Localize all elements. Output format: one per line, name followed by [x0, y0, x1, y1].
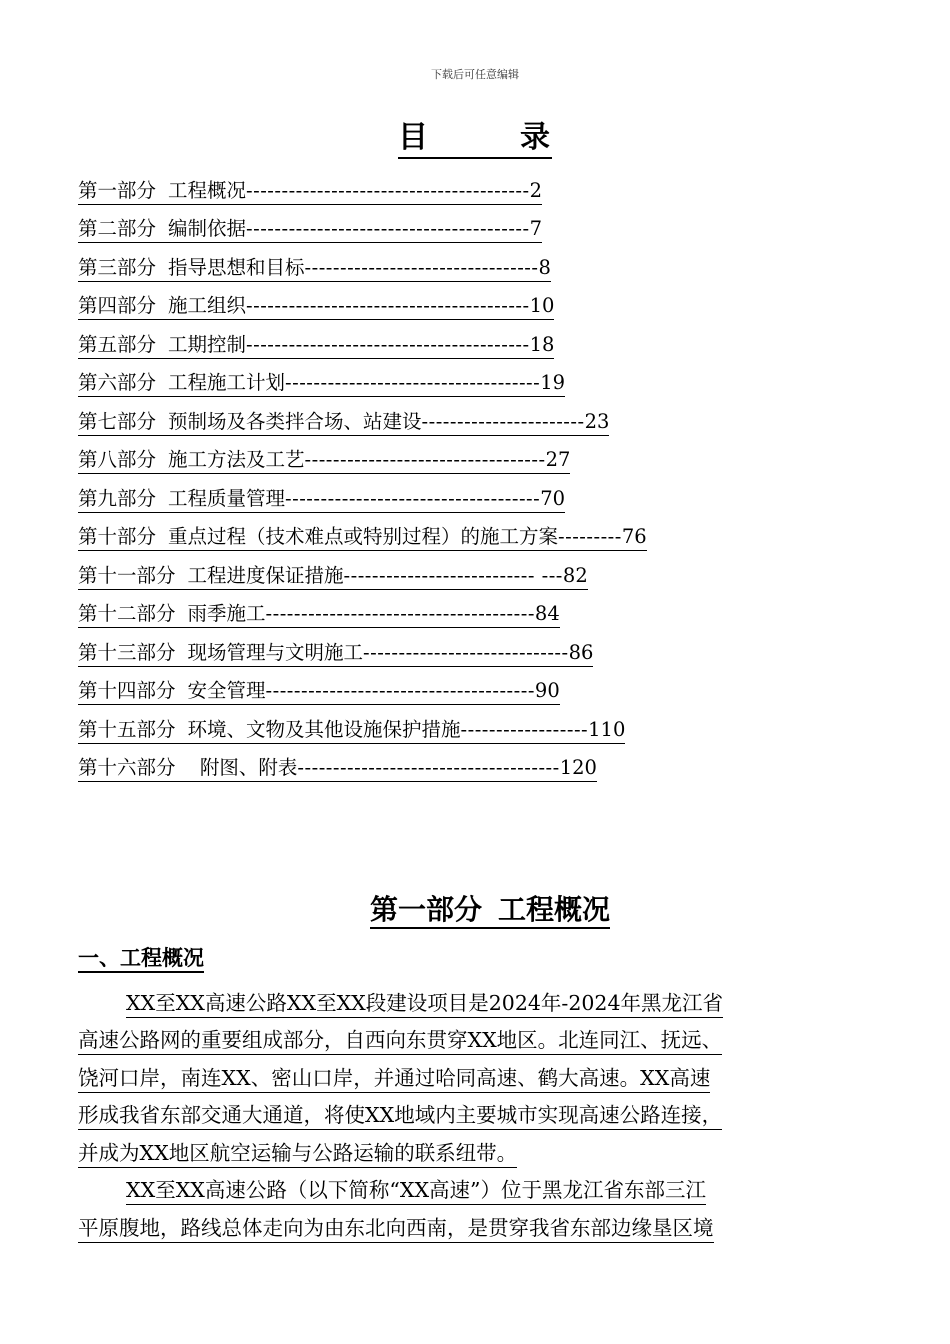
body-line [78, 1205, 898, 1243]
toc-entry-title: 预制场及各类拌合场、站建设 [168, 409, 422, 433]
toc-entry-title: 重点过程（技术难点或特别过程）的施工方案 [168, 525, 559, 548]
toc-part: 第五部分 [78, 332, 157, 356]
section-title [0, 888, 950, 928]
toc-page-number: 23 [584, 409, 610, 433]
toc-entry-title: 施工方法及工艺 [168, 448, 305, 471]
toc-leader: ---------------------------------------- [246, 332, 530, 356]
toc-part: 第十二部分 [78, 602, 176, 625]
body-line-text: 并成为XX地区航空运输与公路运输的联系纽带。 [78, 1140, 517, 1168]
body-line-text: 形成我省东部交通大通道，将使XX地域内主要城市实现高速公路连接， [78, 1102, 722, 1130]
toc-page-number: 90 [534, 679, 560, 702]
body-line-text: XX至XX高速公路（以下简称“XX高速”）位于黑龙江省东部三江 [126, 1177, 706, 1205]
toc-entry[interactable] [78, 628, 878, 667]
toc-page-number: 2 [529, 178, 543, 202]
body-line-text: 平原腹地，路线总体走向为由东北向西南，是贯穿我省东部边缘垦区境 [78, 1215, 714, 1243]
toc-entry-title: 编制依据 [168, 217, 247, 240]
toc-page-number: 86 [568, 640, 594, 664]
body-line [78, 980, 898, 1018]
toc-entry-title: 工程施工计划 [168, 371, 286, 394]
toc-leader: --------- [558, 525, 622, 548]
toc-entry[interactable] [78, 436, 878, 475]
toc-page-number: 70 [540, 486, 566, 510]
toc-entry-title: 工程进度保证措施 [187, 563, 344, 587]
body-paragraphs [78, 980, 898, 1243]
section-title-part: 第一部分 [370, 893, 482, 929]
toc-part: 第七部分 [78, 409, 157, 433]
toc-part: 第四部分 [78, 294, 157, 317]
toc-entry-title: 工期控制 [168, 332, 247, 356]
toc-entry[interactable] [78, 705, 878, 744]
toc-leader: ---------------------------------------- [246, 178, 530, 202]
toc-entry-title: 工程概况 [168, 178, 247, 202]
toc-entry[interactable] [78, 320, 878, 359]
toc-entry-title: 施工组织 [168, 294, 247, 317]
toc-page-number: 76 [621, 525, 647, 548]
toc-entry[interactable] [78, 667, 878, 706]
body-line-text: 高速公路网的重要组成部分，自西向东贯穿XX地区。北连同江、抚远、 [78, 1027, 722, 1055]
toc-page-number: 120 [559, 756, 597, 779]
toc-part: 第十六部分 [78, 756, 176, 779]
toc-entry[interactable] [78, 166, 878, 205]
section-title-name: 工程概况 [498, 893, 610, 929]
toc-page-number: 27 [545, 448, 571, 471]
toc-leader: ------------------ [460, 717, 589, 741]
toc-leader: ---------------------------------- [304, 448, 546, 471]
toc-entry[interactable] [78, 397, 878, 436]
body-line [78, 1130, 898, 1168]
toc-part: 第六部分 [78, 371, 157, 394]
toc-entry[interactable] [78, 744, 878, 783]
toc-page-number: 84 [534, 602, 560, 625]
toc-leader: ---------------------------------------- [246, 217, 530, 240]
toc-leader: ----------------------- [421, 409, 585, 433]
toc-entry[interactable] [78, 513, 878, 552]
toc-title [0, 112, 950, 159]
toc-page-number: 110 [588, 717, 626, 741]
toc-leader: ------------------------------------ [285, 486, 541, 510]
toc-leader: ---------------------------------------- [246, 294, 530, 317]
toc-page-number: 7 [529, 217, 543, 240]
toc-entry-title: 安全管理 [187, 679, 266, 702]
toc-part: 第八部分 [78, 448, 157, 471]
toc-entry[interactable] [78, 243, 878, 282]
toc-part: 第二部分 [78, 217, 157, 240]
body-line [78, 1168, 898, 1206]
toc-part: 第三部分 [78, 255, 157, 279]
body-line-text: XX至XX高速公路XX至XX段建设项目是2024年-2024年黑龙江省 [126, 990, 723, 1018]
toc-entry[interactable] [78, 205, 878, 244]
toc-entry-title: 工程质量管理 [168, 486, 286, 510]
toc-leader: -------------------------------------- [265, 679, 535, 702]
toc-leader: --------------------------- --- [343, 563, 563, 587]
toc-part: 第九部分 [78, 486, 157, 510]
toc-entry[interactable] [78, 551, 878, 590]
toc-page-number: 18 [529, 332, 555, 356]
toc-leader: ----------------------------- [363, 640, 569, 664]
toc-leader: ------------------------------------- [297, 756, 560, 779]
subheading-text: 一、工程概况 [78, 946, 204, 973]
toc-leader: ------------------------------------ [285, 371, 541, 394]
toc-entry[interactable] [78, 474, 878, 513]
toc-entry-title: 附图、附表 [187, 756, 298, 779]
toc-entry[interactable] [78, 282, 878, 321]
toc-page-number: 8 [538, 255, 551, 279]
toc-part: 第一部分 [78, 178, 157, 202]
toc-page-number: 19 [540, 371, 566, 394]
toc-title-right: 录 [520, 120, 552, 155]
toc-leader: --------------------------------- [304, 255, 539, 279]
toc-entry[interactable] [78, 359, 878, 398]
toc-leader: -------------------------------------- [265, 602, 535, 625]
toc-part: 第十四部分 [78, 679, 176, 702]
toc-page-number: 10 [529, 294, 555, 317]
toc-entry-title: 现场管理与文明施工 [187, 640, 364, 664]
toc-entry[interactable] [78, 590, 878, 629]
body-line [78, 1018, 898, 1056]
header-note: 下载后可任意编辑 [431, 68, 519, 81]
body-line [78, 1055, 898, 1093]
toc-page-number: 82 [562, 563, 588, 587]
toc-part: 第十部分 [78, 525, 157, 548]
body-line [78, 1093, 898, 1131]
toc-part: 第十五部分 [78, 717, 176, 741]
subheading [78, 942, 204, 972]
toc-part: 第十三部分 [78, 640, 176, 664]
table-of-contents [78, 166, 878, 782]
body-line-text: 饶河口岸，南连XX、密山口岸，并通过哈同高速、鹤大高速。XX高速 [78, 1065, 710, 1093]
toc-part: 第十一部分 [78, 563, 176, 587]
toc-entry-title: 雨季施工 [187, 602, 266, 625]
toc-entry-title: 指导思想和目标 [168, 255, 305, 279]
toc-entry-title: 环境、文物及其他设施保护措施 [187, 717, 461, 741]
toc-title-left: 目 [398, 120, 430, 155]
